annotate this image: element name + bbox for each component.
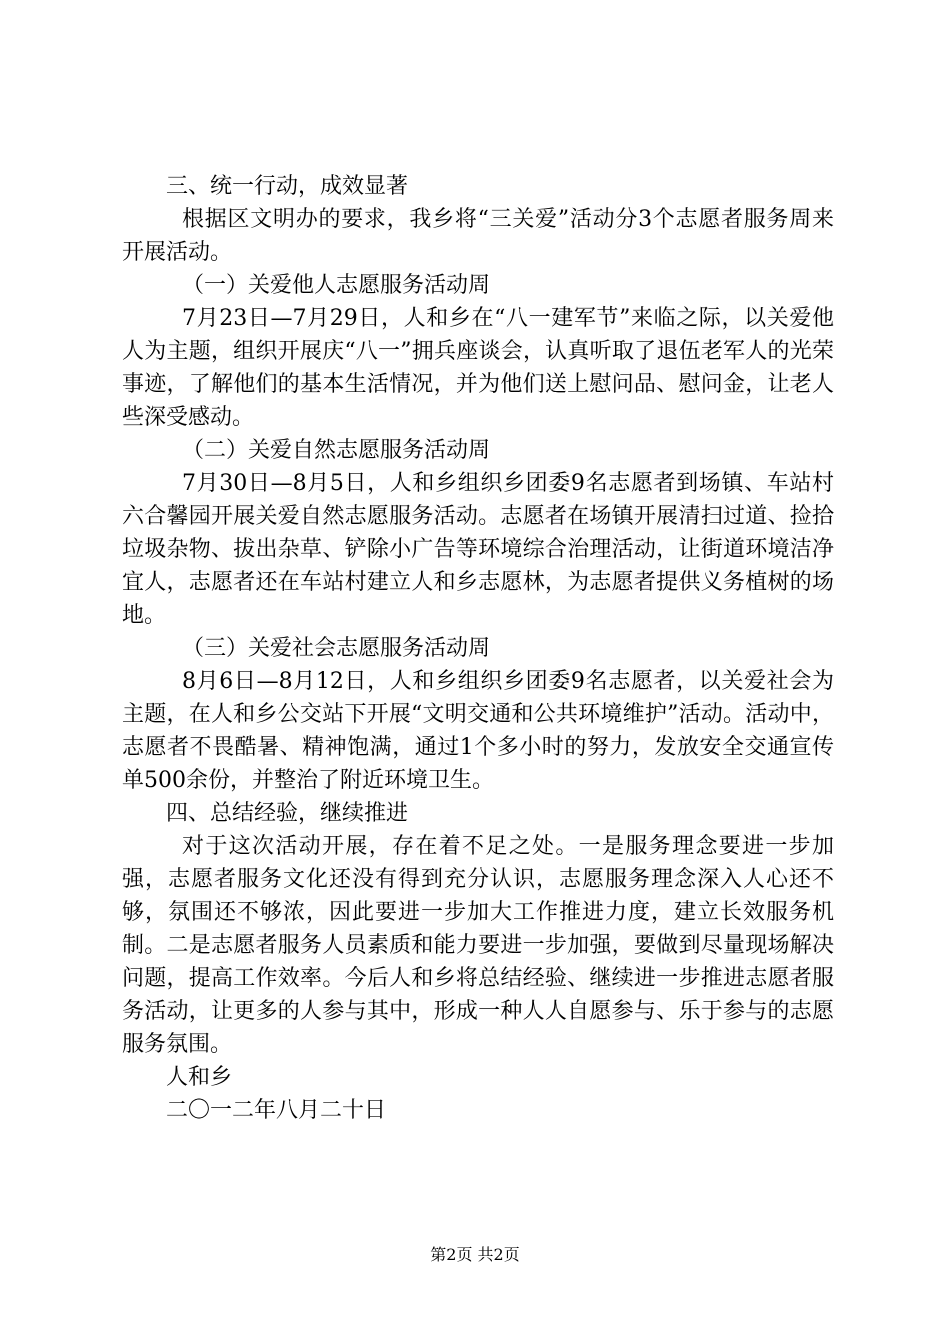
document-body (122, 170, 834, 1127)
subheading-care-society: （三）关爱社会志愿服务活动周 (182, 636, 491, 661)
signature-date: 二〇一二年八月二十日 (166, 1098, 387, 1123)
paragraph-summary: 对于这次活动开展，存在着不足之处。一是服务理念要进一步加强，志愿者服务文化还没有得到充分认识，志愿服务理念深入人心还不够，氛围还不够浓，因此要进一步加大工作推进力度，建立长效服务机制。二是志愿者服务人员素质和能力要进一步加强，要做到尽量现场解决问题，提高工作效率。今后人和乡将总结经验、继续进一步推进志愿者服务活动，让更多的人参与其中，形成一种人人自愿参与、乐于参与的志愿服务氛围。 (122, 834, 834, 1057)
signature-organization: 人和乡 (166, 1065, 233, 1090)
paragraph-care-others: 7月23日—7月29日，人和乡在“八一建军节”来临之际，以关爱他人为主题，组织开展庆“八一”拥兵座谈会，认真听取了退伍老军人的光荣事迹，了解他们的基本生活情况，并为他们送上慰问品、慰问金，让老人些深受感动。 (122, 306, 834, 430)
paragraph-intro: 根据区文明办的要求，我乡将“三关爱”活动分3个志愿者服务周来开展活动。 (122, 207, 834, 265)
subheading-care-others: （一）关爱他人志愿服务活动周 (182, 273, 491, 298)
section-heading-three: 三、统一行动，成效显著 (166, 174, 409, 199)
paragraph-care-society: 8月6日—8月12日，人和乡组织乡团委9名志愿者，以关爱社会为主题，在人和乡公交站下开展“文明交通和公共环境维护”活动。活动中，志愿者不畏酷暑、精神饱满，通过1个多小时的努力，发放安全交通宣传单500余份，并整治了附近环境卫生。 (122, 669, 834, 793)
page-number-footer: 第2页 共2页 (430, 1245, 520, 1264)
paragraph-care-nature: 7月30日—8月5日，人和乡组织乡团委9名志愿者到场镇、车站村六合馨园开展关爱自然志愿服务活动。志愿者在场镇开展清扫过道、捡拾垃圾杂物、拔出杂草、铲除小广告等环境综合治理活动，让街道环境洁净宜人，志愿者还在车站村建立人和乡志愿林，为志愿者提供义务植树的场地。 (122, 471, 834, 628)
section-heading-four: 四、总结经验，继续推进 (166, 801, 409, 826)
subheading-care-nature: （二）关爱自然志愿服务活动周 (182, 438, 491, 463)
